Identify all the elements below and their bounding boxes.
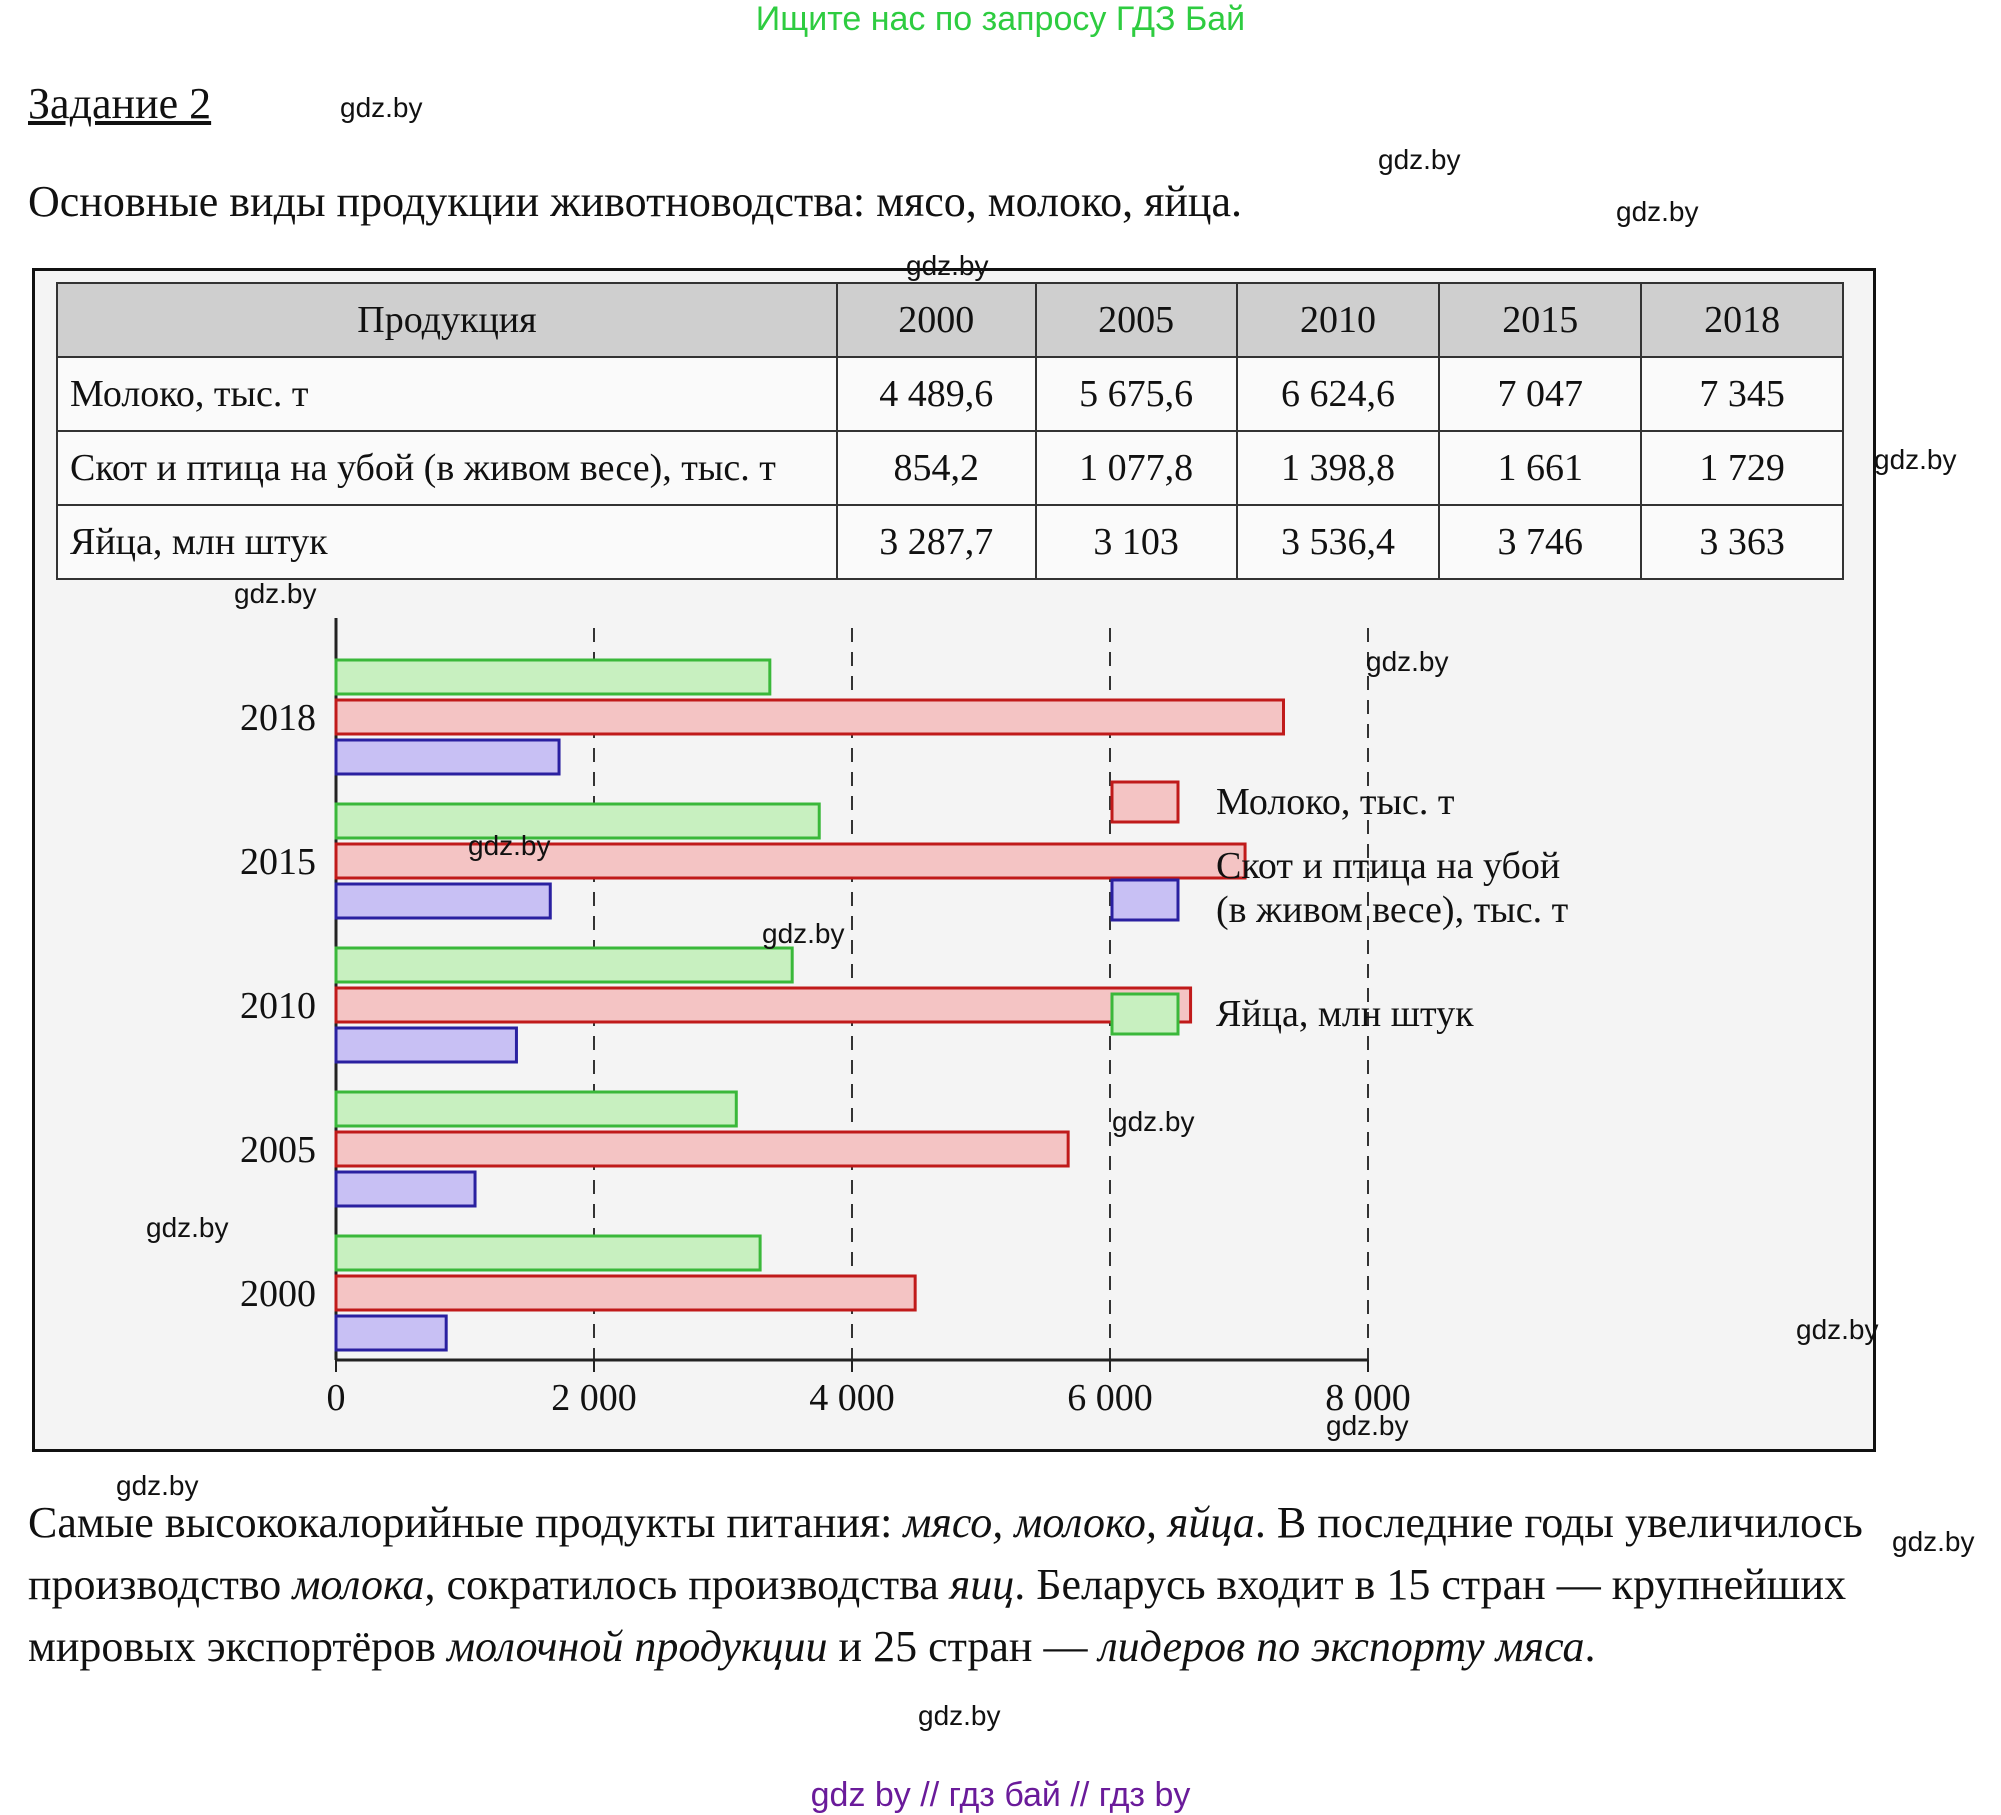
watermark: gdz.by	[1326, 1410, 1409, 1441]
legend-label: (в живом весе), тыс. т	[1216, 889, 1569, 931]
legend-swatch	[1112, 782, 1178, 822]
text-run: Самые высококалорийные продукты питания:	[28, 1498, 904, 1547]
bar	[336, 1132, 1068, 1166]
watermark: gdz.by	[906, 250, 989, 281]
bar	[336, 884, 550, 918]
table-cell: 7 047	[1439, 357, 1641, 431]
table-cell: 7 345	[1641, 357, 1843, 431]
y-tick-label: 2005	[240, 1129, 316, 1171]
text-run: . Беларусь входит в 15 стран — крупнейших мировых экспортёров	[28, 1560, 1847, 1671]
watermark: gdz.by	[918, 1700, 1001, 1731]
text-run: . В последние годы увеличилось производство	[28, 1498, 1863, 1609]
table-cell: 1 398,8	[1237, 431, 1440, 505]
watermark: gdz.by	[116, 1470, 199, 1501]
bar	[336, 660, 770, 694]
italic-run: яиц	[949, 1560, 1015, 1609]
x-tick-label: 4 000	[809, 1377, 895, 1419]
watermark: gdz.by	[1616, 196, 1699, 227]
table-row	[57, 357, 1843, 431]
legend-swatch	[1112, 994, 1178, 1034]
table-cell: 854,2	[837, 431, 1036, 505]
table-header: 2010	[1237, 283, 1440, 357]
bar	[336, 1316, 446, 1350]
row-label: Скот и птица на убой (в живом весе), тыс. т	[57, 431, 837, 505]
x-tick-label: 8 000	[1325, 1377, 1411, 1419]
italic-run: молочной продукции	[446, 1622, 828, 1671]
legend-label: Яйца, млн штук	[1216, 993, 1474, 1035]
bar	[336, 700, 1284, 734]
bar	[336, 1028, 516, 1062]
table-cell: 1 661	[1439, 431, 1641, 505]
bar-chart	[32, 560, 1872, 1450]
watermark: gdz.by	[468, 830, 551, 861]
table-cell: 3 103	[1036, 505, 1237, 579]
table-header: 2005	[1036, 283, 1237, 357]
legend-swatch	[1112, 880, 1178, 920]
production-table	[56, 282, 1844, 580]
text-run: и 25 стран —	[827, 1622, 1099, 1671]
watermark: gdz.by	[340, 92, 423, 123]
y-tick-label: 2015	[240, 841, 316, 883]
row-label: Яйца, млн штук	[57, 505, 837, 579]
table-cell: 3 536,4	[1237, 505, 1440, 579]
text-run: , сократилось производства	[424, 1560, 950, 1609]
table-cell: 4 489,6	[837, 357, 1036, 431]
table-header: 2000	[837, 283, 1036, 357]
italic-run: молока	[292, 1560, 425, 1609]
watermark: gdz.by	[1874, 444, 1957, 475]
table-header-row	[57, 283, 1843, 357]
table-cell: 6 624,6	[1237, 357, 1440, 431]
legend-label: Скот и птица на убой	[1216, 845, 1561, 887]
table-row	[57, 431, 1843, 505]
intro-text: Основные виды продукции животноводства: мясо, молоко, яйца.	[28, 177, 1242, 226]
watermark: gdz.by	[1112, 1106, 1195, 1137]
search-banner: Ищите нас по запросу ГДЗ Бай	[755, 0, 1246, 38]
watermark: gdz.by	[1796, 1314, 1879, 1345]
watermark: gdz.by	[1892, 1526, 1975, 1557]
watermark: gdz.by	[1378, 144, 1461, 175]
bar	[336, 1092, 736, 1126]
table-cell: 5 675,6	[1036, 357, 1237, 431]
table-cell: 3 746	[1439, 505, 1641, 579]
bar	[336, 1236, 760, 1270]
bar	[336, 988, 1191, 1022]
table-cell: 3 287,7	[837, 505, 1036, 579]
y-tick-label: 2010	[240, 985, 316, 1027]
y-tick-label: 2000	[240, 1273, 316, 1315]
footer-links: gdz by // гдз бай // гдз by	[810, 1776, 1191, 1814]
x-tick-label: 6 000	[1067, 1377, 1153, 1419]
table-header: 2015	[1439, 283, 1641, 357]
row-label: Молоко, тыс. т	[57, 357, 837, 431]
bar	[336, 804, 819, 838]
table-header: 2018	[1641, 283, 1843, 357]
watermark: gdz.by	[234, 578, 317, 609]
bar	[336, 948, 792, 982]
table-cell: 1 077,8	[1036, 431, 1237, 505]
italic-run: мясо, молоко, яйца	[903, 1498, 1255, 1547]
x-tick-label: 2 000	[551, 1377, 637, 1419]
watermark: gdz.by	[1366, 646, 1449, 677]
table-cell: 3 363	[1641, 505, 1843, 579]
bar	[336, 1276, 915, 1310]
task-title: Задание 2	[28, 79, 212, 128]
text-run: .	[1584, 1622, 1596, 1671]
x-tick-label: 0	[326, 1377, 346, 1419]
y-tick-label: 2018	[240, 697, 316, 739]
italic-run: лидеров по экспорту мяса	[1098, 1622, 1585, 1671]
conclusion-paragraph	[28, 1492, 1968, 1678]
watermark: gdz.by	[146, 1212, 229, 1243]
table-cell: 1 729	[1641, 431, 1843, 505]
legend-label: Молоко, тыс. т	[1216, 781, 1455, 823]
watermark: gdz.by	[762, 918, 845, 949]
table-header: Продукция	[57, 283, 837, 357]
bar	[336, 1172, 475, 1206]
bar	[336, 740, 559, 774]
